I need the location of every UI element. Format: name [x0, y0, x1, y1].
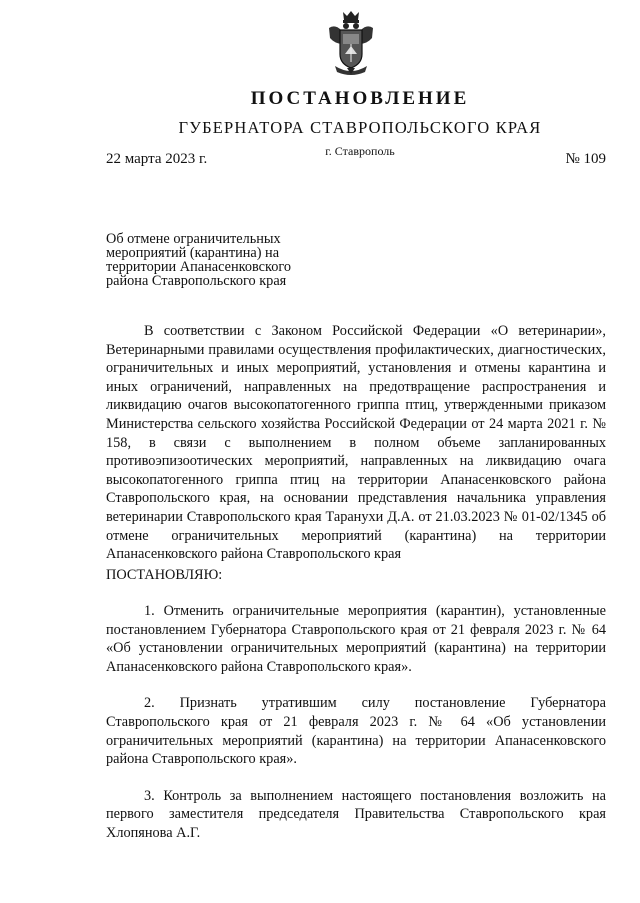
document-date: 22 марта 2023 г.: [106, 151, 208, 167]
subject-line: района Ставропольского края: [106, 273, 287, 289]
decree-heading: ПОСТАНОВЛЯЮ:: [106, 567, 223, 583]
decree-item-1: 1. Отменить ограничительные мероприятия (карантин), установленные постановлением Губернатора Ставропольского края от 21 февраля 2023 г. № 64 «Об установлении ограничительных мероприятий (карантина) на территории Апанасенковского района Ставропольского края».: [106, 603, 606, 675]
issuer-subtitle: ГУБЕРНАТОРА СТАВРОПОЛЬСКОГО КРАЯ: [178, 118, 542, 137]
coat-of-arms-icon: [327, 10, 375, 76]
subject-line: территории Апанасенковского: [106, 259, 292, 275]
subject-line: Об отмене ограничительных: [106, 231, 281, 247]
preamble-section: [106, 322, 606, 564]
document-number: № 109: [565, 151, 606, 167]
decree-item-3: 3. Контроль за выполнением настоящего постановления возложить на первого заместителя председателя Правительства Ставропольского края Хлопянова А.Г.: [106, 787, 606, 841]
subject-line: мероприятий (карантина) на: [106, 245, 280, 261]
document-title: ПОСТАНОВЛЕНИЕ: [250, 88, 470, 109]
preamble-paragraph: В соответствии с Законом Российской Федерации «О ветеринарии», Ветеринарными правилами осуществления профилактических, диагностических, ограничительных и иных мероприятий, установления и отмены карантина и иных ограничений, направленных на предотвращение распространения и ликвидацию очагов высокопатогенного гриппа птиц, утвержденными приказом Министерства сельского хозяйства Российской Федерации от 24 марта 2021 г. № 158, в связи с выполнением в полном объеме запланированных противоэпизоотических мероприятий, направленных на ликвидацию очага высокопатогенного гриппа птиц на территории Апанасенковского района Ставропольского края, на основании представления начальника управления ветеринарии Ставропольского края Таранухи Д.А. от 21.03.2023 № 01-02/1345 об отмене ограничительных мероприятий (карантина) на территории Апанасенковского района Ставропольского края: [106, 323, 606, 563]
city-label: г. Ставрополь: [325, 144, 395, 158]
document-subject: [106, 232, 336, 288]
decree-items: [106, 602, 606, 861]
decree-item-2: 2. Признать утратившим силу постановление Губернатора Ставропольского края от 21 февраля 2023 г. № 64 «Об установлении ограничительных мероприятий (карантина) на территории Апанасенковского района Ставропольского края».: [106, 695, 606, 768]
